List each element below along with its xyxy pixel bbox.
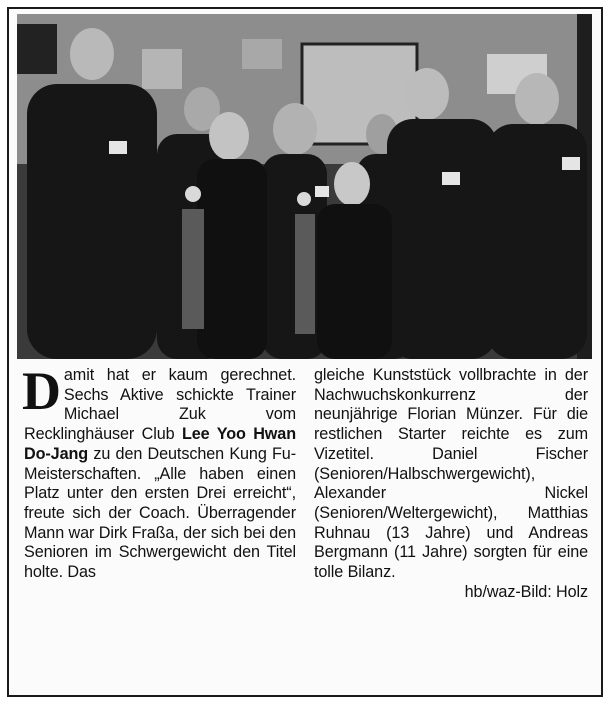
article-column-left [22, 361, 296, 583]
article-text-end: zu den Deutschen Kung Fu-Meisterschaften. „Alle haben einen Platz unter den ersten Drei erreicht“, freute sich der Coach. Überragender Mann war Dirk Fraßa, der sich bei den Senioren im Schwergewicht den Titel holte. Das [24, 444, 296, 582]
club-name: Lee Yoo Hwan Do-Jang [24, 425, 296, 463]
photo-credit: hb/waz-Bild: Holz [464, 582, 588, 601]
article-column-right [314, 366, 588, 602]
team-photo [17, 14, 592, 359]
team-photo-illustration [17, 14, 592, 359]
article-text-start: amit hat er kaum gerechnet. Sechs Aktive schickte Trainer Michael Zuk vom Recklinghäuser Club [24, 366, 296, 444]
article-body [22, 361, 590, 680]
dropcap-letter: D [22, 361, 61, 421]
article-text-continued: gleiche Kunststück vollbrachte in der Nachwuchskonkurrenz der neunjährige Florian Münzer. Für die restlichen Starter reichte es zum Vizetitel. Daniel Fischer (Senioren/Halbschwergewicht), Alexander Nickel (Senioren/Weltergewicht), Matthias Ruhnau (13 Jahre) und Andreas Bergmann (11 Jahre) sorgten für eine tolle Bilanz. [314, 366, 588, 582]
